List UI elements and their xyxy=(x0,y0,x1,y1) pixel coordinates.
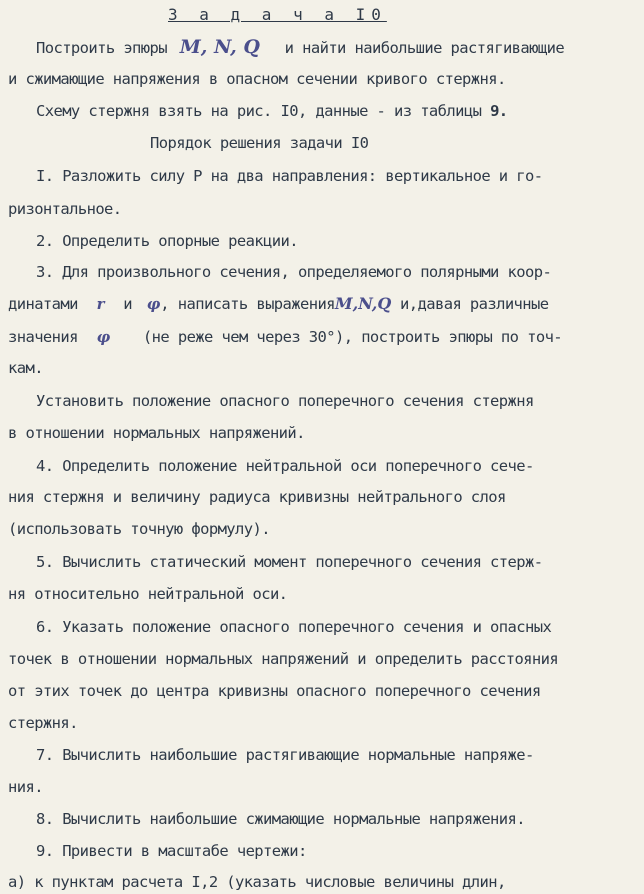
step-4-line-2: ния стержня и величину радиуса кривизны нейтрального слоя xyxy=(8,488,506,506)
step-8: 8. Вычислить наибольшие сжимающие нормальные напряжения. xyxy=(36,810,525,828)
formula-mnq: M,N,Q xyxy=(334,294,392,313)
step-3-line-1: 3. Для произвольного сечения, определяемого полярными коор- xyxy=(36,263,552,281)
establish-line-1: Установить положение опасного поперечного сечения стержня xyxy=(36,392,534,410)
step-3-text: и xyxy=(123,295,132,313)
step-3-text: динатами xyxy=(8,295,78,313)
symbol-r: r xyxy=(96,295,105,313)
step-1-line-1: I. Разложить силу Р на два направления: вертикальное и го- xyxy=(36,167,543,185)
step-6-line-1: 6. Указать положение опасного поперечного сечения и опасных xyxy=(36,618,552,636)
symbol-phi: φ xyxy=(96,328,111,346)
step-9a: а) к пунктам расчета I,2 (указать числовые величины длин, xyxy=(8,873,506,891)
table-number: 9. xyxy=(490,102,508,120)
step-5-line-2: ня относительно нейтральной оси. xyxy=(8,585,288,603)
step-2: 2. Определить опорные реакции. xyxy=(36,232,298,250)
step-6-line-2: точек в отношении нормальных напряжений и определить расстояния xyxy=(8,650,559,668)
step-1-line-2: ризонтальное. xyxy=(8,200,122,218)
intro-line-2: и сжимающие напряжения в опасном сечении кривого стержня. xyxy=(8,70,506,88)
formula-mnq: M, N, Q xyxy=(179,36,260,58)
step-4-line-1: 4. Определить положение нейтральной оси поперечного сече- xyxy=(36,457,534,475)
step-6-line-4: стержня. xyxy=(8,714,78,732)
step-7-line-1: 7. Вычислить наибольшие растягивающие нормальные напряже- xyxy=(36,746,534,764)
step-3-text: , написать выражения xyxy=(160,295,335,313)
step-6-line-3: от этих точек до центра кривизны опасного поперечного сечения xyxy=(8,682,541,700)
intro-text: Построить эпюры xyxy=(36,39,167,57)
step-9: 9. Привести в масштабе чертежи: xyxy=(36,842,307,860)
page-title-text: З а д а ч а I0 xyxy=(168,5,387,24)
step-5-line-1: 5. Вычислить статический момент поперечного сечения стерж- xyxy=(36,553,543,571)
step-3-text: (не реже чем через 30°), построить эпюры по точ- xyxy=(142,328,563,346)
intro-text: Схему стержня взять на рис. I0, данные - из таблицы xyxy=(36,102,491,120)
page-title xyxy=(168,5,387,25)
step-7-line-2: ния. xyxy=(8,778,43,796)
intro-line-1 xyxy=(36,37,564,58)
section-subtitle: Порядок решения задачи I0 xyxy=(150,134,369,152)
step-3-line-3 xyxy=(8,327,562,347)
intro-line-3 xyxy=(36,101,508,121)
step-3-line-4: кам. xyxy=(8,359,43,377)
establish-line-2: в отношении нормальных напряжений. xyxy=(8,424,305,442)
step-4-line-3: (использовать точную формулу). xyxy=(8,520,270,538)
symbol-phi: φ xyxy=(146,295,161,313)
intro-text: и найти наибольшие растягивающие xyxy=(284,39,565,57)
step-3-line-2 xyxy=(8,294,549,314)
step-3-text: и,давая различные xyxy=(400,295,549,313)
step-3-text: значения xyxy=(8,328,78,346)
